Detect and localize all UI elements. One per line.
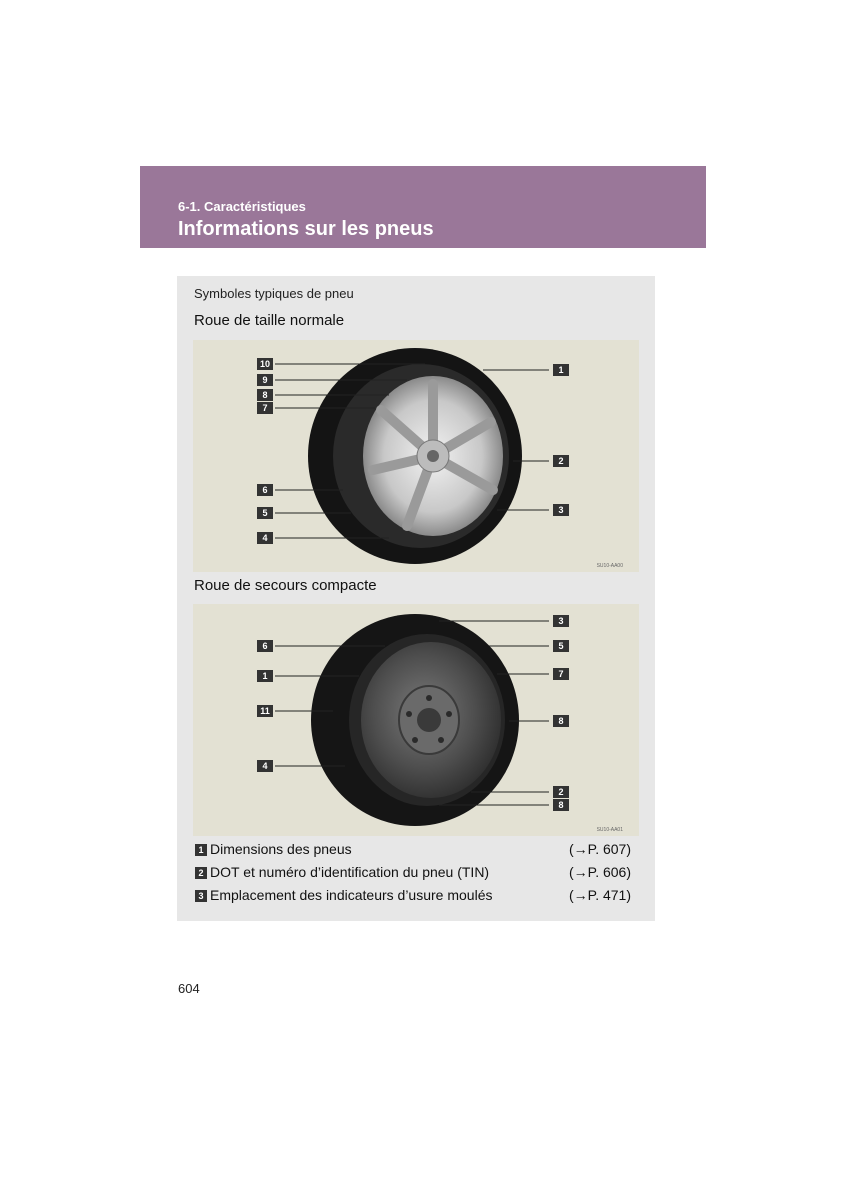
chapter-header: [140, 166, 706, 248]
panel-heading: Symboles typiques de pneu: [194, 286, 354, 301]
tag-2: 2: [558, 787, 564, 797]
legend-item: [195, 886, 631, 909]
tag-4: 4: [262, 761, 268, 771]
tag-6: 6: [262, 485, 268, 495]
tag-8: 8: [558, 716, 564, 726]
tag-10: 10: [259, 359, 271, 369]
legend-label: Dimensions des pneus: [210, 841, 352, 857]
tag-9: 9: [262, 375, 268, 385]
tag-3: 3: [558, 616, 564, 626]
tag-6: 6: [262, 641, 268, 651]
figure2-code: SU10-AA01: [596, 827, 623, 833]
tag-1: 1: [558, 365, 564, 375]
legend-item: [195, 863, 631, 886]
tag-7: 7: [262, 403, 268, 413]
figure1-tags-right: [553, 364, 569, 516]
spare-tire-figure: [193, 604, 639, 836]
tire-symbols-panel: [177, 276, 655, 921]
normal-tire-figure: [193, 340, 639, 572]
legend-badge: 3: [195, 890, 207, 902]
figure1-title: Roue de taille normale: [194, 312, 345, 329]
tag-7: 7: [558, 669, 564, 679]
legend-label: Emplacement des indicateurs d’usure moulés: [210, 887, 493, 903]
figure2-tags-right: [553, 615, 569, 811]
tag-8b: 8: [558, 800, 564, 810]
legend-label: DOT et numéro d’identification du pneu (TIN): [210, 864, 490, 880]
normal-tire-illustration: [193, 340, 639, 572]
figure2-tags-left: [257, 640, 273, 772]
tag-11: 11: [260, 706, 270, 716]
section-label: 6-1. Caractéristiques: [178, 199, 306, 214]
tag-4: 4: [262, 533, 268, 543]
legend-badge: 1: [195, 844, 207, 856]
tag-1: 1: [262, 671, 268, 681]
page-reference-link[interactable]: (→P. 606): [569, 864, 631, 880]
figure1-code: SU10-AA00: [596, 563, 623, 569]
page-title: Informations sur les pneus: [178, 218, 434, 240]
legend-badge: 2: [195, 867, 207, 879]
legend: [195, 840, 631, 909]
tag-3: 3: [558, 505, 564, 515]
tag-5: 5: [558, 641, 564, 651]
legend-item: [195, 840, 631, 863]
spare-tire-illustration: [193, 604, 639, 836]
page-reference-link[interactable]: (→P. 607): [569, 841, 631, 857]
figure2-title: Roue de secours compacte: [194, 577, 377, 594]
tag-2: 2: [558, 456, 564, 466]
page-number: 604: [178, 981, 200, 996]
tag-5: 5: [262, 508, 268, 518]
tag-8: 8: [262, 390, 268, 400]
figure1-tags-left: [257, 358, 273, 544]
page-reference-link[interactable]: (→P. 471): [569, 887, 631, 903]
